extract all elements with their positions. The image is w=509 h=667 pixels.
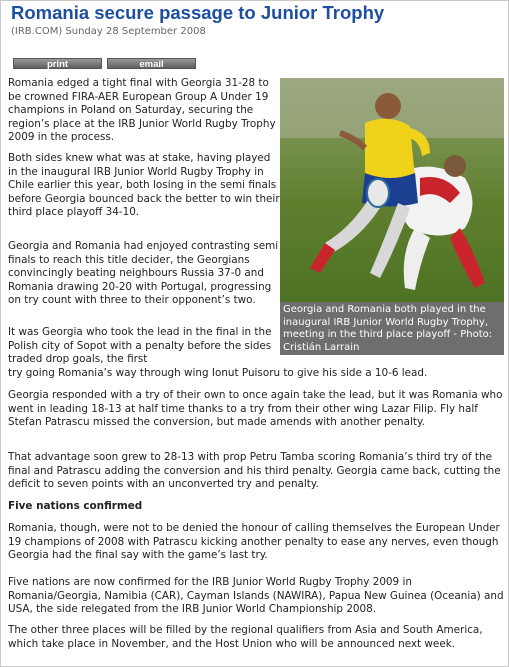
article-paragraph: The other three places will be filled by the regional qualifiers from Asia and South America, which take place in November, and the Host Union who will be announced next week.: [8, 624, 483, 650]
section-subheading: Five nations confirmed: [8, 500, 143, 512]
article-paragraph: try going Romania’s way through wing Ionut Puisoru to give his side a 10-6 lead.: [8, 367, 428, 379]
print-button[interactable]: print: [13, 58, 102, 69]
article-paragraph: Five nations are now confirmed for the IRB Junior World Rugby Trophy 2009 in Romania/Georgia, Namibia (CAR), Cayman Islands (NAWIRA), Papua New Guinea (Oceania) and USA, the side relegated from the IRB Junior World Championship 2008.: [8, 576, 504, 615]
photo-caption: Georgia and Romania both played in the inaugural IRB Junior World Rugby Trophy, meeting in the third place playoff - Photo: Cristián Larrain: [280, 302, 504, 355]
article-paragraph: It was Georgia who took the lead in the final in the Polish city of Sopot with a penalty before the sides traded drop goals, the first: [8, 326, 272, 365]
article-source-date: (IRB.COM) Sunday 28 September 2008: [11, 26, 206, 37]
article-paragraph: Georgia responded with a try of their own to once again take the lead, but it was Romania who went in leading 18-13 at half time thanks to a try from their other wing Lazar Filip. Fly half Stefan Patrascu missed the conversion, but made amends with another penalty.: [8, 389, 503, 428]
article-paragraph: Romania edged a tight final with Georgia 31-28 to be crowned FIRA-AER European Group A Under 19 champions in Poland on Saturday, securing the region’s place at the IRB Junior World Rugby Trophy 2009 in the process.: [8, 77, 276, 143]
article-title: Romania secure passage to Junior Trophy: [11, 2, 385, 23]
article-paragraph: That advantage soon grew to 28-13 with prop Petru Tamba scoring Romania’s third try of the final and Patrascu adding the conversion and his third penalty. Georgia came back, cutting the deficit to seven points with an unconverted try and penalty.: [8, 451, 501, 490]
rugby-photo: [280, 78, 504, 302]
article-paragraph: Romania, though, were not to be denied the honour of calling themselves the European Under 19 champions of 2008 with Patrascu kicking another penalty to ease any nerves, even though Georgia had the final say with the game’s last try.: [8, 522, 500, 561]
email-button[interactable]: email: [107, 58, 196, 69]
article-paragraph: Both sides knew what was at stake, having played in the inaugural IRB Junior World Rugby Trophy in Chile earlier this year, both losing in the semi finals before Georgia bounced back the better to win their third place playoff 34-10.: [8, 152, 280, 218]
article-paragraph: Georgia and Romania had enjoyed contrasting semi finals to reach this title decider, the Georgians convincingly beating neighbours Russia 37-0 and Romania drawing 20-20 with Portugal, progressing on try count with three to their opponent’s two.: [8, 240, 279, 306]
